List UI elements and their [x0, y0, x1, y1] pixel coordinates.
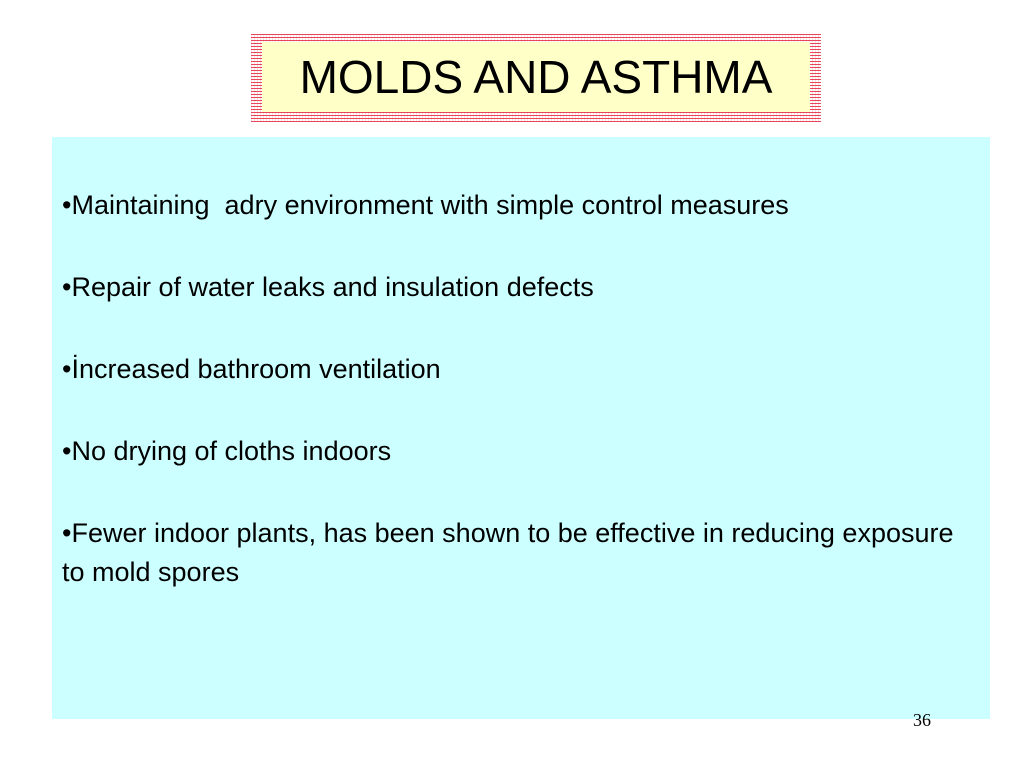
bullet-item: •No drying of cloths indoors [62, 436, 392, 466]
bullet-item: •Repair of water leaks and insulation defects [62, 272, 594, 302]
slide-title: MOLDS AND ASTHMA [299, 51, 773, 103]
bullet-item: •İncreased bathroom ventilation [62, 354, 441, 384]
bullet-item: •Maintaining adry environment with simple control measures [62, 190, 789, 220]
page-number: 36 [913, 710, 931, 730]
title-box [262, 42, 810, 112]
bullet-item: •Fewer indoor plants, has been shown to be effective in reducing exposure to mold spores [62, 518, 962, 587]
bullet-list [62, 186, 962, 635]
